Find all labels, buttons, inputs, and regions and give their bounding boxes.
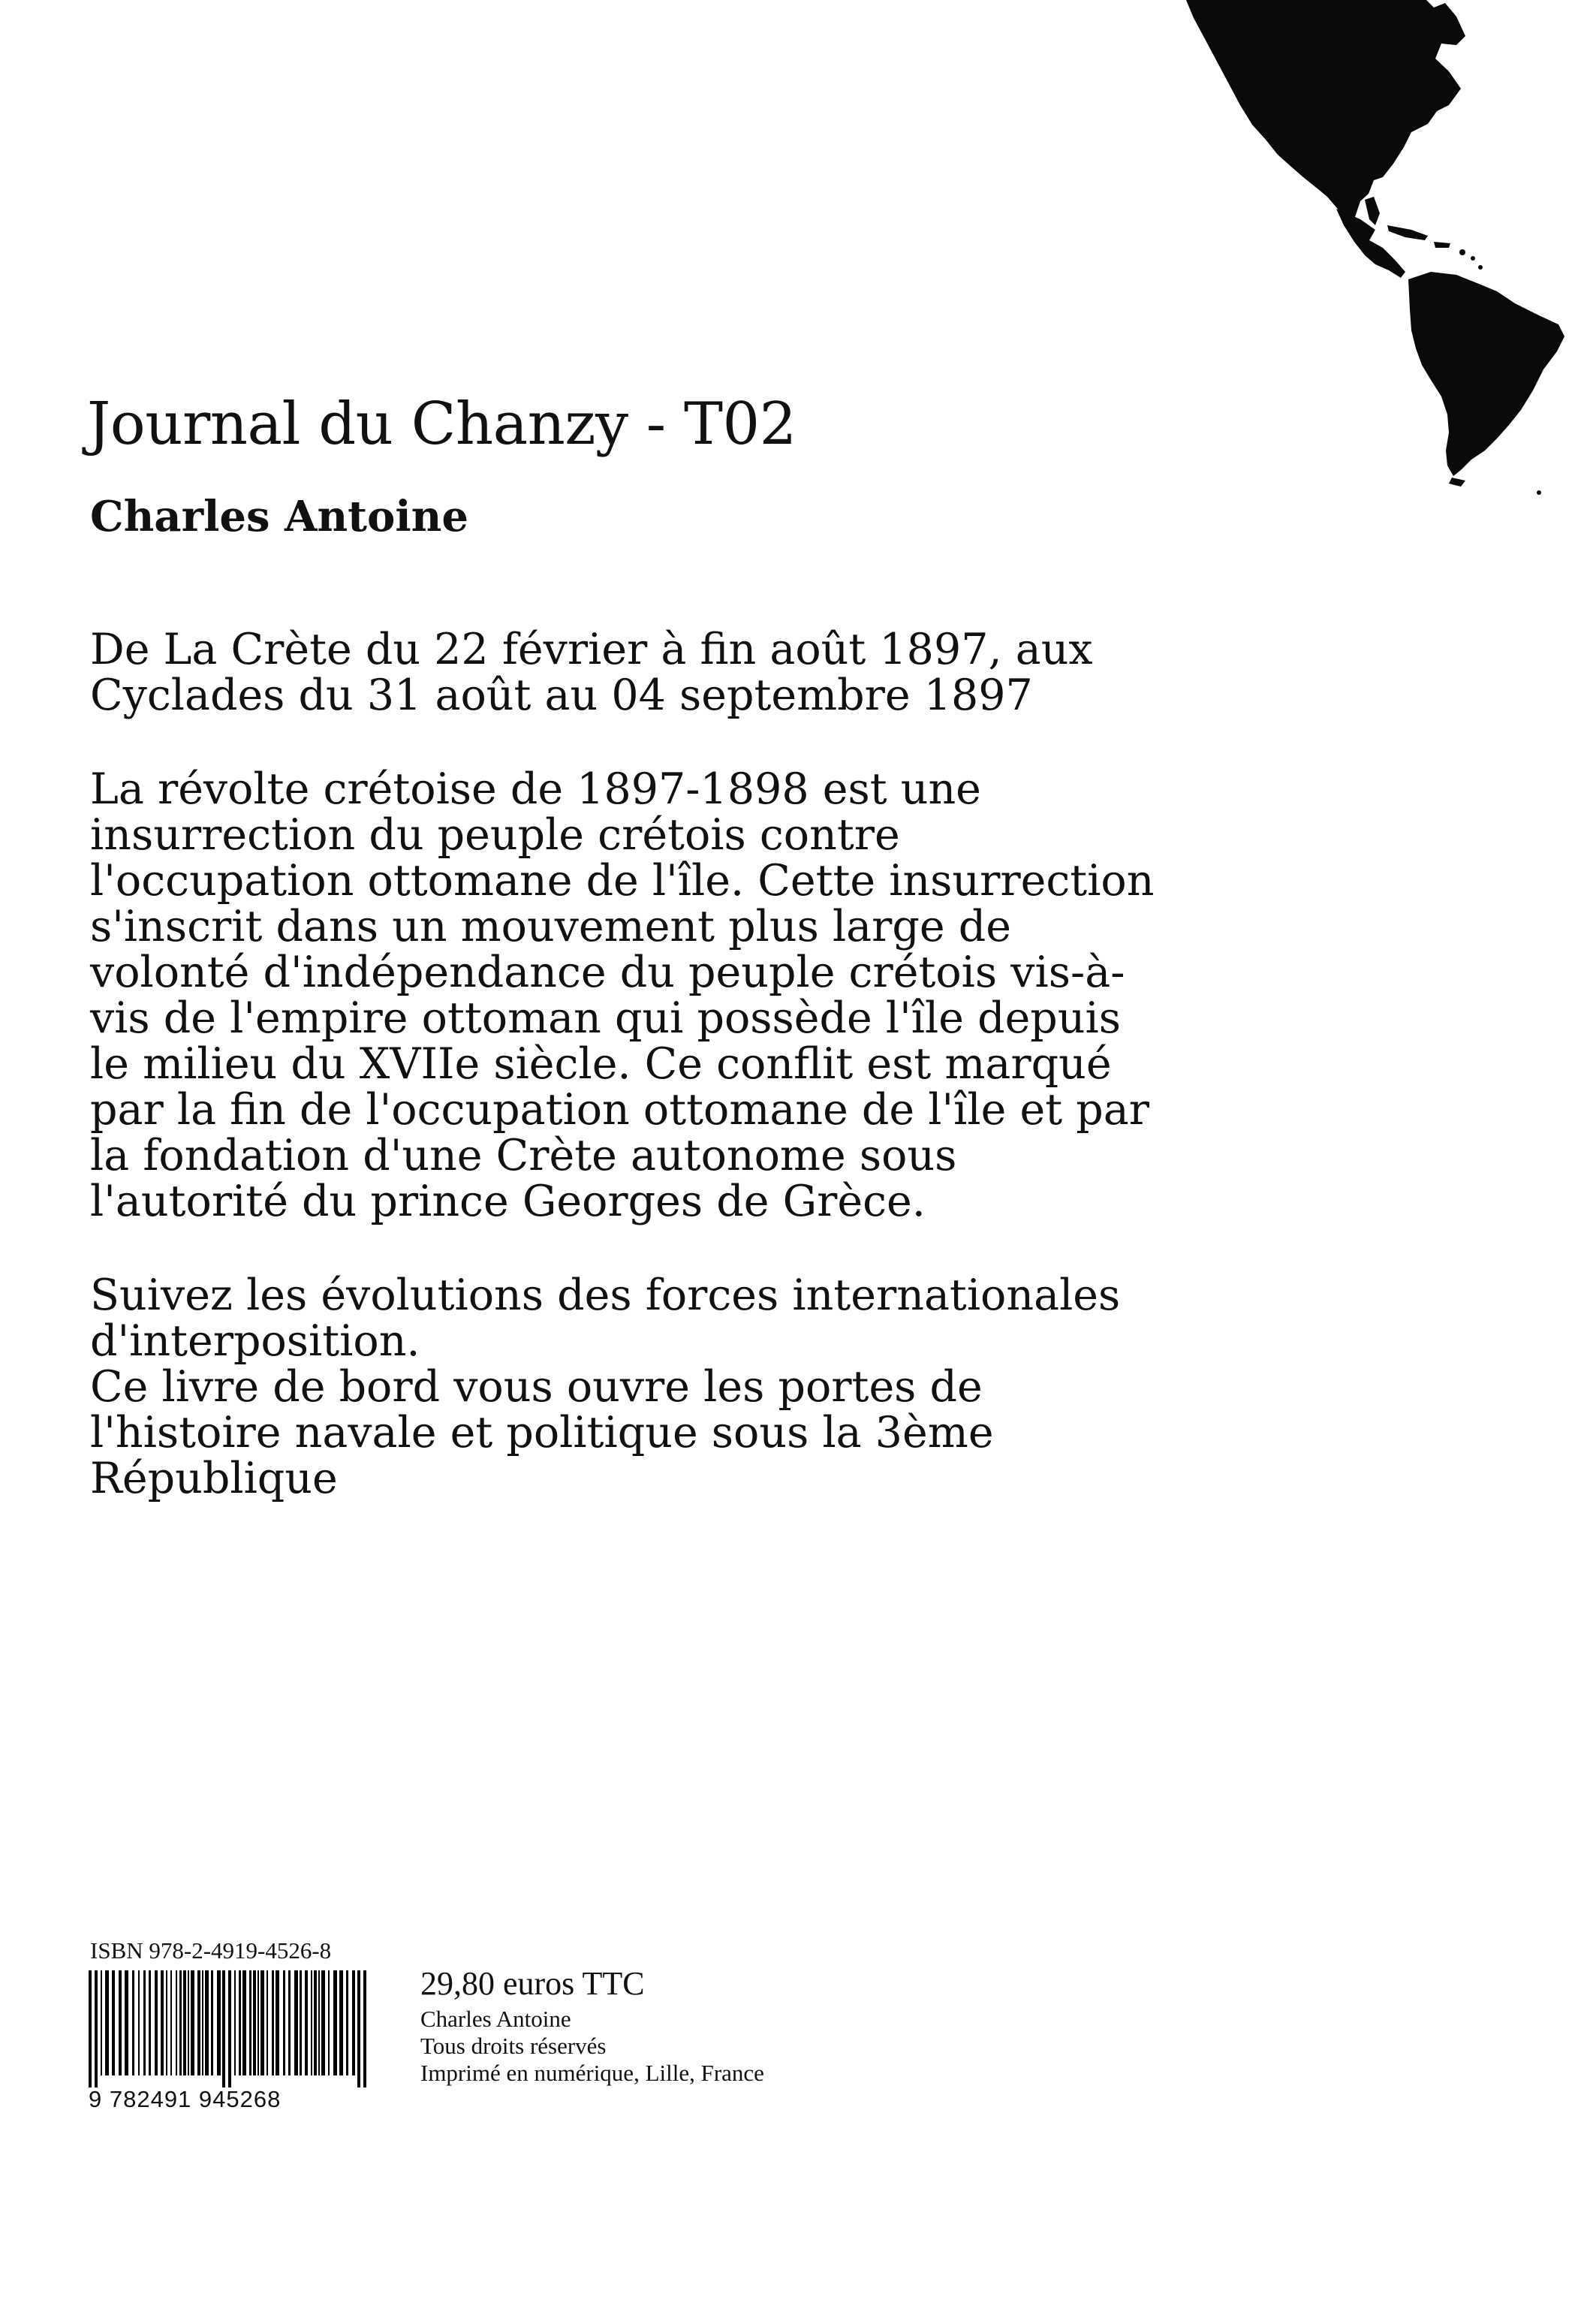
blurb-line: Suivez les évolutions des forces internationales: [90, 1271, 1121, 1320]
blurb-line: d'interposition.: [90, 1316, 420, 1366]
blurb-line: insurrection du peuple crétois contre: [90, 810, 900, 860]
blurb-line: De La Crète du 22 février à fin août 1897, aux: [90, 625, 1093, 674]
imprint-block: [420, 1964, 764, 2087]
barcode-digits: 9 782491 945268: [89, 2086, 282, 2112]
barcode-icon: [89, 1970, 368, 2087]
blurb-line: la fondation d'une Crète autonome sous: [90, 1131, 957, 1180]
price: 29,80 euros TTC: [420, 1965, 645, 2002]
blurb-line: volonté d'indépendance du peuple crétois vis-à-: [90, 948, 1125, 997]
book-title: Journal du Chanzy - T02: [87, 390, 796, 458]
blurb-line: l'occupation ottomane de l'île. Cette insurrection: [90, 856, 1155, 906]
back-cover-blurb: [90, 627, 1261, 1550]
blurb-line: Ce livre de bord vous ouvre les portes de: [90, 1362, 983, 1412]
blurb-line: Cyclades du 31 août au 04 septembre 1897: [90, 671, 1033, 720]
rights-notice: Tous droits réservés: [420, 2033, 607, 2059]
blurb-line: le milieu du XVIIe siècle. Ce conflit est marqué: [90, 1039, 1112, 1089]
printing-location: Imprimé en numérique, Lille, France: [420, 2060, 764, 2086]
book-author: Charles Antoine: [90, 492, 468, 541]
blurb-paragraph-invitation: [90, 1273, 1261, 1502]
blurb-line: s'inscrit dans un mouvement plus large de: [90, 902, 1011, 951]
blurb-line: l'histoire navale et politique sous la 3ème: [90, 1408, 994, 1457]
blurb-paragraph-dates: [90, 627, 1261, 719]
isbn-label: ISBN 978-2-4919-4526-8: [90, 1937, 332, 1964]
blurb-line: vis de l'empire ottoman qui possède l'île depuis: [90, 993, 1121, 1043]
blurb-paragraph-history: [90, 764, 1261, 1226]
blurb-line: par la fin de l'occupation ottomane de l'île et par: [90, 1085, 1149, 1135]
imprint-author: Charles Antoine: [420, 2006, 571, 2032]
blurb-line: La révolte crétoise de 1897-1898 est une: [90, 764, 981, 814]
americas-map-icon: [1186, 0, 1596, 503]
blurb-line: République: [90, 1454, 338, 1503]
blurb-line: l'autorité du prince Georges de Grèce.: [90, 1177, 926, 1226]
